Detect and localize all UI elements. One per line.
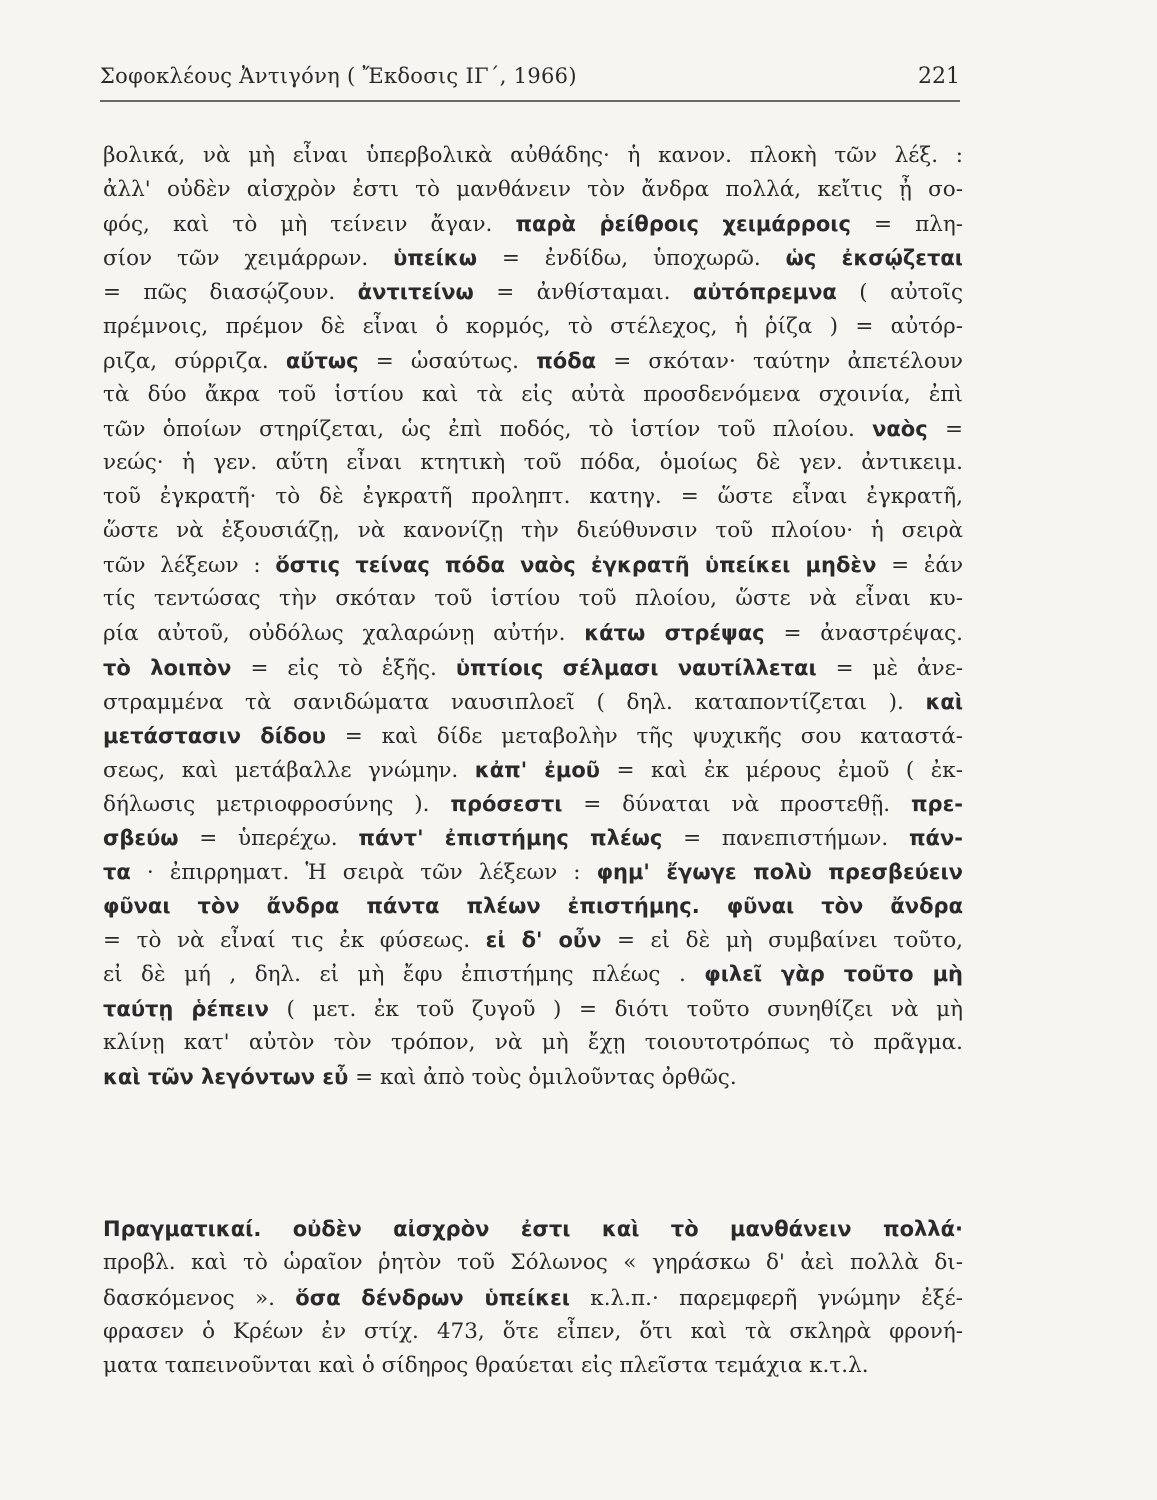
- gloss-text: = καὶ ἐκ μέρους ἐμοῦ ( ἐκ-: [599, 757, 963, 783]
- commentary-line: [103, 141, 963, 171]
- lemma-text: φιλεῖ γὰρ τοῦτο μὴ: [704, 962, 963, 987]
- lemma-text: πάντ' ἐπιστήμης πλέως: [358, 826, 663, 850]
- lemma-text: καὶ τῶν λεγόντων εὖ: [103, 1064, 349, 1089]
- gloss-text: στραμμένα τὰ σανιδώματα ναυσιπλοεῖ ( δηλ. καταποντίζεται ).: [103, 689, 926, 715]
- commentary-line: [103, 550, 963, 581]
- gloss-text: = καὶ ἀπὸ τοὺς ὁμιλοῦντας ὀρθῶς.: [348, 1064, 737, 1090]
- commentary-line: [103, 448, 963, 478]
- gloss-text: σίον τῶν χειμάρρων.: [103, 246, 394, 272]
- gloss-text: ματα ταπεινοῦνται καὶ ὁ σίδηρος θραύεται εἰς πλεῖστα τεμάχια κ.τ.λ.: [103, 1353, 869, 1379]
- page-header: [100, 64, 960, 104]
- commentary-line: [103, 891, 963, 922]
- commentary-line: [103, 618, 963, 649]
- lemma-text: ὅστις τείνας πόδα ναὸς ἐγκρατῆ ὑπείκει μηδὲν: [275, 553, 877, 578]
- lemma-text: ὡς ἐκσῴζεται: [785, 246, 963, 271]
- gloss-text: ( αὐτοῖς: [836, 280, 963, 306]
- lemma-text: τα: [103, 860, 131, 885]
- gloss-text: = εἰ δὲ μὴ συμβαίνει τοῦτο,: [601, 928, 963, 954]
- gloss-text: δήλωσις μετριοφροσύνης ).: [103, 791, 451, 817]
- factual-line: [103, 1317, 963, 1347]
- gloss-text: ὥστε νὰ ἐξουσιάζῃ, νὰ κανονίζῃ τὴν διεύθυνσιν τοῦ πλοίου· ἡ σειρὰ: [103, 518, 963, 544]
- gloss-text: κλίνῃ κατ' αὐτὸν τὸν τρόπον, νὰ μὴ ἔχῃ τοιουτοτρόπως τὸ πρᾶγμα.: [103, 1029, 963, 1055]
- commentary-line: [103, 380, 963, 410]
- gloss-text: νεώς· ἡ γεν. αὕτη εἶναι κτητικὴ τοῦ πόδα, ὁμοίως δὲ γεν. ἀντικειμ.: [103, 449, 963, 475]
- gloss-text: προβλ. καὶ τὸ ὡραῖον ῥητὸν τοῦ Σόλωνος « γηράσκω δ' ἀεὶ πολλὰ δι-: [103, 1250, 963, 1276]
- gloss-text: · ἐπιρρηματ. Ἡ σειρὰ τῶν λέξεων :: [130, 860, 597, 886]
- commentary-line: [103, 687, 963, 718]
- lemma-text: ὑπτίοις σέλμασι ναυτίλλεται: [455, 655, 817, 680]
- gloss-text: ( μετ. ἐκ τοῦ ζυγοῦ ) = διότι τοῦτο συνηθίζει νὰ μὴ: [268, 996, 963, 1022]
- lemma-text: ναὸς: [872, 416, 928, 441]
- running-head-title: Σοφοκλέους Ἀντιγόνη ( Ἔκδοσις ΙΓ΄, 1966): [100, 64, 577, 88]
- gloss-text: = σκόταν· ταύτην ἀπετέλουν: [596, 348, 963, 374]
- commentary-line: [103, 755, 963, 786]
- commentary-line: [103, 1028, 963, 1058]
- gloss-text: φός, καὶ τὸ μὴ τείνειν ἄγαν.: [103, 212, 516, 238]
- gloss-text: τῶν λέξεων :: [103, 553, 276, 579]
- lemma-text: αὔτως: [285, 348, 359, 373]
- commentary-line: [103, 823, 963, 854]
- gloss-text: φρασεν ὁ Κρέων ἐν στίχ. 473, ὅτε εἶπεν, ὅτι καὶ τὰ σκληρὰ φρονή-: [103, 1318, 963, 1344]
- gloss-text: ἀλλ' οὐδὲν αἰσχρὸν ἐστι τὸ μανθάνειν τὸν ἄνδρα πολλά, κεἴτις ᾖ σο-: [103, 177, 963, 203]
- factual-line: [103, 1283, 963, 1314]
- lemma-text: πόδα: [536, 348, 597, 373]
- lemma-text: ἀντιτείνω: [357, 280, 474, 305]
- gloss-text: = ἐνδίδω, ὑποχωρῶ.: [476, 246, 786, 272]
- gloss-text: τοῦ ἐγκρατῆ· τὸ δὲ ἐγκρατῆ προληπτ. κατηγ. = ὥστε εἶναι ἐγκρατῆ,: [103, 484, 963, 509]
- commentary-line: [103, 857, 963, 888]
- lemma-text: κάτω στρέψας: [584, 621, 765, 646]
- commentary-line: [103, 482, 963, 512]
- page-number: 221: [918, 64, 960, 89]
- lemma-text: αὐτόπρεμνα: [692, 280, 837, 305]
- lemma-text: πρε-: [910, 791, 963, 816]
- gloss-text: = τὸ νὰ εἶναί τις ἐκ φύσεως.: [103, 928, 486, 954]
- gloss-text: εἰ δὲ μή , δηλ. εἰ μὴ ἔφυ ἐπιστήμης πλέως .: [103, 962, 705, 988]
- lemma-text: σβεύω: [103, 826, 179, 850]
- lemma-text: κἀπ' ἐμοῦ: [474, 757, 600, 782]
- lemma-text: ὑπείκω: [393, 246, 477, 271]
- gloss-text: τὰ δύο ἄκρα τοῦ ἱστίου καὶ τὰ εἰς αὐτὰ προσδενόμενα σχοινία, ἐπὶ: [103, 381, 963, 407]
- commentary-line: [103, 175, 963, 205]
- gloss-text: = πῶς διασῴζουν.: [103, 280, 358, 306]
- lemma-text: ταύτῃ ῥέπειν: [103, 996, 269, 1021]
- gloss-text: τῶν ὁποίων στηρίζεται, ὡς ἐπὶ ποδός, τὸ ἱστίον τοῦ πλοίου.: [103, 416, 873, 442]
- commentary-line: [103, 653, 963, 684]
- gloss-text: = πανεπιστήμων.: [662, 826, 909, 851]
- commentary-line: [103, 959, 963, 990]
- gloss-text: τίς τεντώσας τὴν σκόταν τοῦ ἱστίου τοῦ πλοίου, ὥστε νὰ εἶναι κυ-: [103, 586, 963, 612]
- gloss-text: = καὶ δίδε μεταβολὴν τῆς ψυχικῆς σου καταστά-: [325, 723, 963, 749]
- commentary-line: [103, 277, 963, 308]
- gloss-text: = δύναται νὰ προστεθῇ.: [562, 791, 911, 817]
- gloss-text: δασκόμενος ».: [103, 1285, 296, 1311]
- gloss-text: βολικά, νὰ μὴ εἶναι ὑπερβολικὰ αὐθάδης· ἡ κανον. πλοκὴ τῶν λέξ. :: [103, 143, 963, 168]
- lemma-text: τὸ λοιπὸν: [103, 655, 232, 680]
- lemma-text: παρὰ ῥείθροις χειμάρροις: [515, 212, 851, 237]
- lemma-text: εἰ δ' οὖν: [485, 928, 602, 953]
- gloss-text: = ἀνθίσταμαι.: [473, 280, 693, 306]
- gloss-text: κ.λ.π.· παρεμφερῆ γνώμην ἐξέ-: [569, 1285, 963, 1311]
- gloss-text: ρία αὐτοῦ, οὐδόλως χαλαρώνῃ αὐτήν.: [103, 621, 585, 647]
- factual-line: [103, 1214, 963, 1245]
- commentary-line: [103, 994, 963, 1025]
- commentary-line: [103, 312, 963, 342]
- gloss-text: σεως, καὶ μετάβαλλε γνώμην.: [103, 757, 475, 783]
- lemma-text: πάν-: [908, 826, 963, 850]
- factual-line: [103, 1351, 963, 1381]
- lemma-text: πρόσεστι: [450, 791, 563, 816]
- commentary-line: [103, 209, 963, 240]
- commentary-line: [103, 721, 963, 752]
- lemma-text: ὅσα δένδρων ὑπείκει: [295, 1285, 570, 1310]
- commentary-line: [103, 925, 963, 956]
- lemma-text: φῦναι τὸν ἄνδρα πάντα πλέων ἐπιστήμης. φῦναι τὸν ἄνδρα: [103, 894, 963, 919]
- gloss-text: = ὡσαύτως.: [358, 348, 537, 374]
- gloss-text: = εἰς τὸ ἑξῆς.: [231, 655, 456, 681]
- header-rule: [100, 100, 960, 102]
- lemma-text: μετάστασιν δίδου: [103, 723, 326, 748]
- gloss-text: = ἐάν: [876, 553, 963, 579]
- commentary-line: [103, 789, 963, 820]
- gloss-text: πρέμνοις, πρέμον δὲ εἶναι ὁ κορμός, τὸ στέλεχος, ἡ ῥίζα ) = αὐτόρ-: [103, 313, 963, 339]
- commentary-line: [103, 414, 963, 445]
- lemma-text: καὶ: [925, 689, 963, 714]
- gloss-text: ριζα, σύρριζα.: [103, 348, 286, 374]
- lemma-text: Πραγματικαί. οὐδὲν αἰσχρὸν ἐστι καὶ τὸ μανθάνειν πολλά·: [103, 1217, 963, 1241]
- gloss-text: =: [927, 416, 963, 442]
- factual-line: [103, 1248, 963, 1278]
- commentary-line: [103, 1062, 963, 1093]
- gloss-text: = ἀναστρέψας.: [764, 621, 963, 647]
- lemma-text: φημ' ἔγωγε πολὺ πρεσβεύειν: [596, 860, 963, 885]
- commentary-line: [103, 346, 963, 377]
- gloss-text: = πλη-: [850, 212, 963, 238]
- commentary-line: [103, 243, 963, 274]
- gloss-text: = μὲ ἀνε-: [816, 655, 963, 681]
- commentary-line: [103, 584, 963, 614]
- commentary-line: [103, 516, 963, 546]
- gloss-text: = ὑπερέχω.: [178, 826, 359, 851]
